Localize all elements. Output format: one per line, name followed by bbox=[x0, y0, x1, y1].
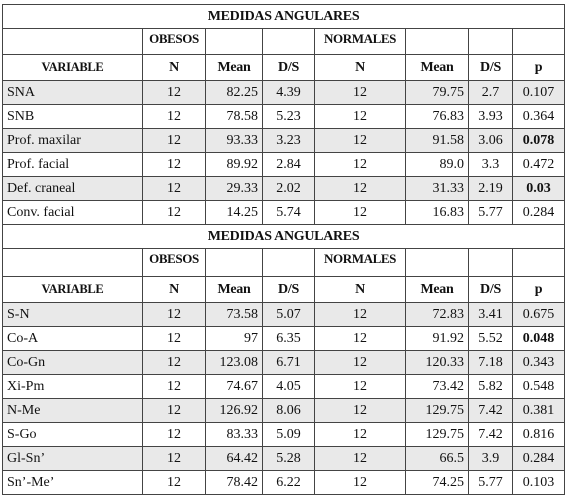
variable-name: S-N bbox=[3, 303, 143, 327]
n-normales: 12 bbox=[315, 153, 406, 177]
p-value: 0.381 bbox=[513, 399, 565, 423]
ds-obesos: 6.71 bbox=[263, 351, 315, 375]
n-obesos: 12 bbox=[143, 303, 206, 327]
group-blank bbox=[513, 249, 565, 277]
p-value: 0.343 bbox=[513, 351, 565, 375]
mean-obesos: 126.92 bbox=[206, 399, 263, 423]
header-ds-obesos: D/S bbox=[263, 55, 315, 81]
mean-normales: 91.92 bbox=[406, 327, 469, 351]
p-value: 0.03 bbox=[513, 177, 565, 201]
n-normales: 12 bbox=[315, 129, 406, 153]
group-blank bbox=[206, 29, 263, 55]
mean-obesos: 14.25 bbox=[206, 201, 263, 225]
mean-normales: 72.83 bbox=[406, 303, 469, 327]
p-value: 0.048 bbox=[513, 327, 565, 351]
section-title-row bbox=[3, 225, 565, 249]
section-title-row bbox=[3, 5, 565, 29]
mean-obesos: 73.58 bbox=[206, 303, 263, 327]
header-ds-obesos: D/S bbox=[263, 277, 315, 303]
n-normales: 12 bbox=[315, 81, 406, 105]
n-normales: 12 bbox=[315, 423, 406, 447]
group-blank bbox=[3, 29, 143, 55]
mean-normales: 73.42 bbox=[406, 375, 469, 399]
p-value: 0.107 bbox=[513, 81, 565, 105]
ds-normales: 3.9 bbox=[469, 447, 513, 471]
n-normales: 12 bbox=[315, 105, 406, 129]
header-p: p bbox=[513, 277, 565, 303]
p-value: 0.284 bbox=[513, 201, 565, 225]
header-n-obesos: N bbox=[143, 277, 206, 303]
n-normales: 12 bbox=[315, 177, 406, 201]
header-mean-obesos: Mean bbox=[206, 55, 263, 81]
n-normales: 12 bbox=[315, 447, 406, 471]
header-n-obesos: N bbox=[143, 55, 206, 81]
variable-name: SNB bbox=[3, 105, 143, 129]
variable-name: Prof. facial bbox=[3, 153, 143, 177]
variable-name: Def. craneal bbox=[3, 177, 143, 201]
ds-normales: 3.3 bbox=[469, 153, 513, 177]
ds-obesos: 4.05 bbox=[263, 375, 315, 399]
n-obesos: 12 bbox=[143, 351, 206, 375]
variable-name: Prof. maxilar bbox=[3, 129, 143, 153]
table-row bbox=[3, 201, 565, 225]
section-title: MEDIDAS ANGULARES bbox=[3, 225, 565, 249]
variable-name: Co-Gn bbox=[3, 351, 143, 375]
p-value: 0.078 bbox=[513, 129, 565, 153]
table-row bbox=[3, 129, 565, 153]
group-blank bbox=[406, 29, 469, 55]
n-obesos: 12 bbox=[143, 375, 206, 399]
group-blank bbox=[469, 29, 513, 55]
mean-normales: 79.75 bbox=[406, 81, 469, 105]
ds-normales: 5.77 bbox=[469, 201, 513, 225]
ds-normales: 7.18 bbox=[469, 351, 513, 375]
group-normales-label: NORMALES bbox=[315, 249, 406, 277]
column-header-row bbox=[3, 277, 565, 303]
group-blank bbox=[263, 29, 315, 55]
mean-normales: 76.83 bbox=[406, 105, 469, 129]
mean-obesos: 123.08 bbox=[206, 351, 263, 375]
ds-normales: 5.82 bbox=[469, 375, 513, 399]
table-row bbox=[3, 105, 565, 129]
mean-normales: 74.25 bbox=[406, 471, 469, 495]
p-value: 0.103 bbox=[513, 471, 565, 495]
header-mean-normales: Mean bbox=[406, 277, 469, 303]
n-normales: 12 bbox=[315, 201, 406, 225]
n-obesos: 12 bbox=[143, 177, 206, 201]
header-p: p bbox=[513, 55, 565, 81]
mean-normales: 16.83 bbox=[406, 201, 469, 225]
mean-obesos: 82.25 bbox=[206, 81, 263, 105]
mean-obesos: 78.58 bbox=[206, 105, 263, 129]
n-normales: 12 bbox=[315, 471, 406, 495]
mean-normales: 120.33 bbox=[406, 351, 469, 375]
p-value: 0.472 bbox=[513, 153, 565, 177]
n-obesos: 12 bbox=[143, 201, 206, 225]
ds-normales: 3.93 bbox=[469, 105, 513, 129]
ds-normales: 7.42 bbox=[469, 423, 513, 447]
ds-obesos: 5.09 bbox=[263, 423, 315, 447]
n-obesos: 12 bbox=[143, 423, 206, 447]
p-value: 0.284 bbox=[513, 447, 565, 471]
mean-normales: 31.33 bbox=[406, 177, 469, 201]
ds-obesos: 2.02 bbox=[263, 177, 315, 201]
variable-name: Gl-Sn’ bbox=[3, 447, 143, 471]
column-header-row bbox=[3, 55, 565, 81]
ds-obesos: 8.06 bbox=[263, 399, 315, 423]
header-n-normales: N bbox=[315, 277, 406, 303]
group-blank bbox=[513, 29, 565, 55]
header-variable: VARIABLE bbox=[3, 277, 143, 303]
variable-name: SNA bbox=[3, 81, 143, 105]
header-variable: VARIABLE bbox=[3, 55, 143, 81]
variable-name: S-Go bbox=[3, 423, 143, 447]
n-obesos: 12 bbox=[143, 399, 206, 423]
variable-name: Sn’-Me’ bbox=[3, 471, 143, 495]
ds-obesos: 6.35 bbox=[263, 327, 315, 351]
group-blank bbox=[406, 249, 469, 277]
group-obesos-label: OBESOS bbox=[143, 249, 206, 277]
ds-normales: 5.52 bbox=[469, 327, 513, 351]
p-value: 0.548 bbox=[513, 375, 565, 399]
group-header-row bbox=[3, 249, 565, 277]
mean-obesos: 83.33 bbox=[206, 423, 263, 447]
table-row bbox=[3, 351, 565, 375]
mean-normales: 91.58 bbox=[406, 129, 469, 153]
mean-obesos: 74.67 bbox=[206, 375, 263, 399]
n-obesos: 12 bbox=[143, 327, 206, 351]
n-obesos: 12 bbox=[143, 153, 206, 177]
variable-name: Xi-Pm bbox=[3, 375, 143, 399]
ds-obesos: 3.23 bbox=[263, 129, 315, 153]
variable-name: N-Me bbox=[3, 399, 143, 423]
ds-normales: 3.41 bbox=[469, 303, 513, 327]
mean-normales: 129.75 bbox=[406, 423, 469, 447]
mean-obesos: 78.42 bbox=[206, 471, 263, 495]
ds-normales: 5.77 bbox=[469, 471, 513, 495]
table-row bbox=[3, 177, 565, 201]
group-normales-label: NORMALES bbox=[315, 29, 406, 55]
n-obesos: 12 bbox=[143, 471, 206, 495]
header-ds-normales: D/S bbox=[469, 277, 513, 303]
table-row bbox=[3, 471, 565, 495]
n-normales: 12 bbox=[315, 327, 406, 351]
ds-obesos: 5.74 bbox=[263, 201, 315, 225]
header-ds-normales: D/S bbox=[469, 55, 513, 81]
table-row bbox=[3, 375, 565, 399]
ds-obesos: 6.22 bbox=[263, 471, 315, 495]
mean-obesos: 29.33 bbox=[206, 177, 263, 201]
n-normales: 12 bbox=[315, 351, 406, 375]
variable-name: Co-A bbox=[3, 327, 143, 351]
mean-normales: 66.5 bbox=[406, 447, 469, 471]
section-title: MEDIDAS ANGULARES bbox=[3, 5, 565, 29]
mean-obesos: 93.33 bbox=[206, 129, 263, 153]
ds-normales: 3.06 bbox=[469, 129, 513, 153]
n-normales: 12 bbox=[315, 399, 406, 423]
p-value: 0.675 bbox=[513, 303, 565, 327]
angular-measures-document bbox=[2, 4, 564, 495]
group-blank bbox=[206, 249, 263, 277]
table-row bbox=[3, 327, 565, 351]
table-row bbox=[3, 399, 565, 423]
header-mean-normales: Mean bbox=[406, 55, 469, 81]
table-row bbox=[3, 447, 565, 471]
group-blank bbox=[469, 249, 513, 277]
table-row bbox=[3, 303, 565, 327]
ds-normales: 7.42 bbox=[469, 399, 513, 423]
table-row bbox=[3, 153, 565, 177]
group-header-row bbox=[3, 29, 565, 55]
group-obesos-label: OBESOS bbox=[143, 29, 206, 55]
mean-obesos: 89.92 bbox=[206, 153, 263, 177]
ds-obesos: 5.23 bbox=[263, 105, 315, 129]
n-normales: 12 bbox=[315, 303, 406, 327]
measures-table bbox=[2, 4, 565, 495]
mean-normales: 129.75 bbox=[406, 399, 469, 423]
table-section-1 bbox=[3, 5, 565, 225]
n-obesos: 12 bbox=[143, 81, 206, 105]
n-obesos: 12 bbox=[143, 105, 206, 129]
mean-normales: 89.0 bbox=[406, 153, 469, 177]
group-blank bbox=[3, 249, 143, 277]
mean-obesos: 64.42 bbox=[206, 447, 263, 471]
n-obesos: 12 bbox=[143, 129, 206, 153]
ds-obesos: 5.07 bbox=[263, 303, 315, 327]
header-n-normales: N bbox=[315, 55, 406, 81]
group-blank bbox=[263, 249, 315, 277]
n-obesos: 12 bbox=[143, 447, 206, 471]
n-normales: 12 bbox=[315, 375, 406, 399]
variable-name: Conv. facial bbox=[3, 201, 143, 225]
ds-normales: 2.7 bbox=[469, 81, 513, 105]
table-section-2 bbox=[3, 225, 565, 495]
table-row bbox=[3, 81, 565, 105]
ds-normales: 2.19 bbox=[469, 177, 513, 201]
mean-obesos: 97 bbox=[206, 327, 263, 351]
p-value: 0.816 bbox=[513, 423, 565, 447]
ds-obesos: 2.84 bbox=[263, 153, 315, 177]
ds-obesos: 5.28 bbox=[263, 447, 315, 471]
ds-obesos: 4.39 bbox=[263, 81, 315, 105]
p-value: 0.364 bbox=[513, 105, 565, 129]
header-mean-obesos: Mean bbox=[206, 277, 263, 303]
table-row bbox=[3, 423, 565, 447]
